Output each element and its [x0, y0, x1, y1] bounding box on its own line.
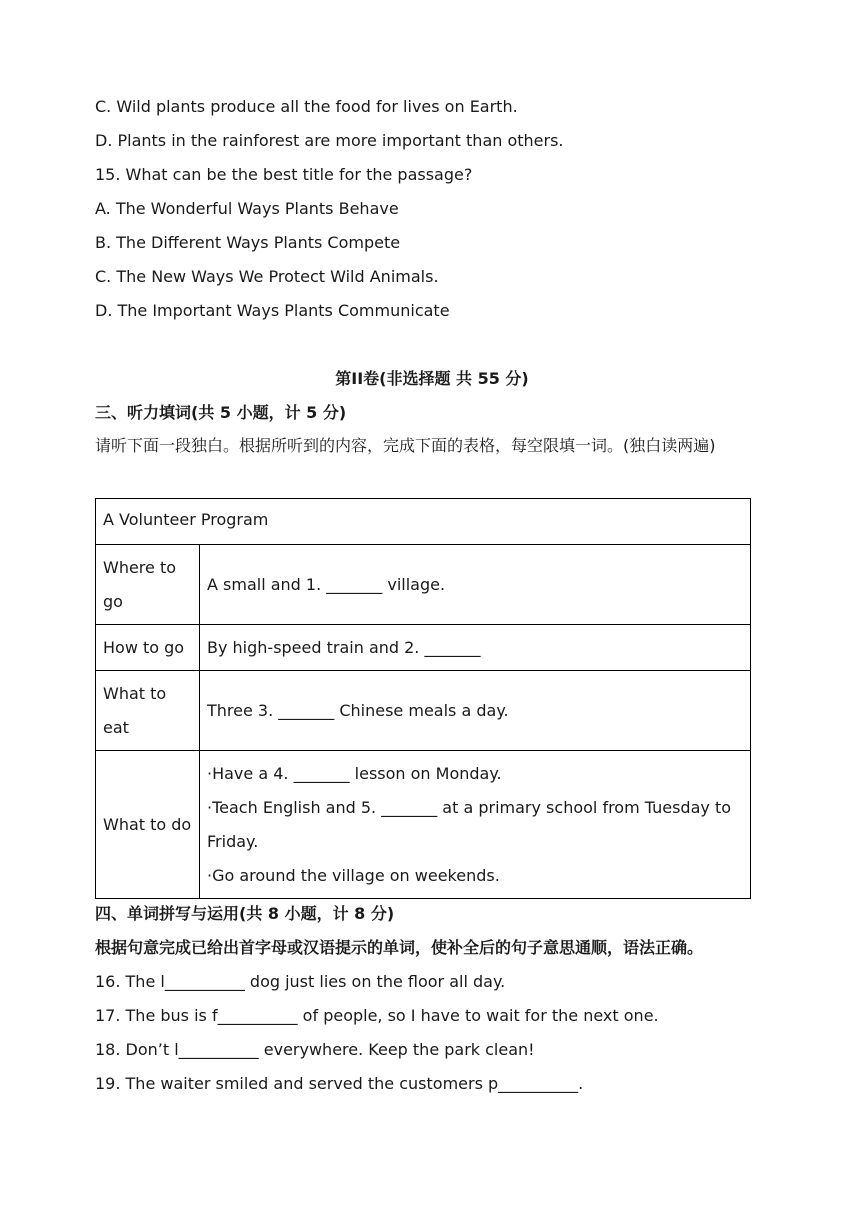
question-19: 19. The waiter smiled and served the customers p__________. — [95, 1074, 584, 1093]
table-content-cell: A small and 1. _______ village. — [200, 545, 751, 625]
question-15-option-d: D. The Important Ways Plants Communicate — [95, 301, 450, 320]
table-row — [96, 625, 751, 671]
table-label-cell: How to go — [96, 625, 200, 671]
table-row — [96, 751, 751, 899]
activity-item: ·Teach English and 5. _______ at a primary school from Tuesday to Friday. — [207, 797, 731, 851]
table-content-cell: Three 3. _______ Chinese meals a day. — [200, 671, 751, 751]
part2-title: 第II卷(非选择题 共 55 分) — [335, 369, 529, 388]
section3-instruction: 请听下面一段独白。根据所听到的内容，完成下面的表格，每空限填一词。(独白读两遍) — [95, 436, 716, 455]
table-row — [96, 499, 751, 545]
table-row — [96, 671, 751, 751]
reading-option-c: C. Wild plants produce all the food for lives on Earth. — [95, 97, 518, 116]
section3-heading: 三、听力填词(共 5 小题，计 5 分) — [95, 403, 347, 422]
volunteer-program-table — [95, 498, 751, 899]
question-17: 17. The bus is f__________ of people, so I have to wait for the next one. — [95, 1006, 659, 1025]
question-18: 18. Don’t l__________ everywhere. Keep the park clean! — [95, 1040, 535, 1059]
section4-heading: 四、单词拼写与运用(共 8 小题，计 8 分) — [95, 904, 395, 923]
table-title-cell: A Volunteer Program — [96, 499, 751, 545]
question-15-stem: 15. What can be the best title for the passage? — [95, 165, 473, 184]
table-label-cell: Where to go — [96, 545, 200, 625]
table-content-cell — [200, 751, 751, 899]
table-content-cell: By high-speed train and 2. _______ — [200, 625, 751, 671]
reading-option-d: D. Plants in the rainforest are more important than others. — [95, 131, 564, 150]
question-15-option-b: B. The Different Ways Plants Compete — [95, 233, 401, 252]
activity-item: ·Go around the village on weekends. — [207, 865, 500, 885]
question-16: 16. The l__________ dog just lies on the floor all day. — [95, 972, 506, 991]
question-15-option-c: C. The New Ways We Protect Wild Animals. — [95, 267, 439, 286]
table-row — [96, 545, 751, 625]
table-label-cell: What to do — [96, 751, 200, 899]
table-label-cell: What to eat — [96, 671, 200, 751]
activity-item: ·Have a 4. _______ lesson on Monday. — [207, 763, 502, 783]
section4-instruction: 根据句意完成已给出首字母或汉语提示的单词，使补全后的句子意思通顺，语法正确。 — [95, 938, 704, 957]
question-15-option-a: A. The Wonderful Ways Plants Behave — [95, 199, 399, 218]
